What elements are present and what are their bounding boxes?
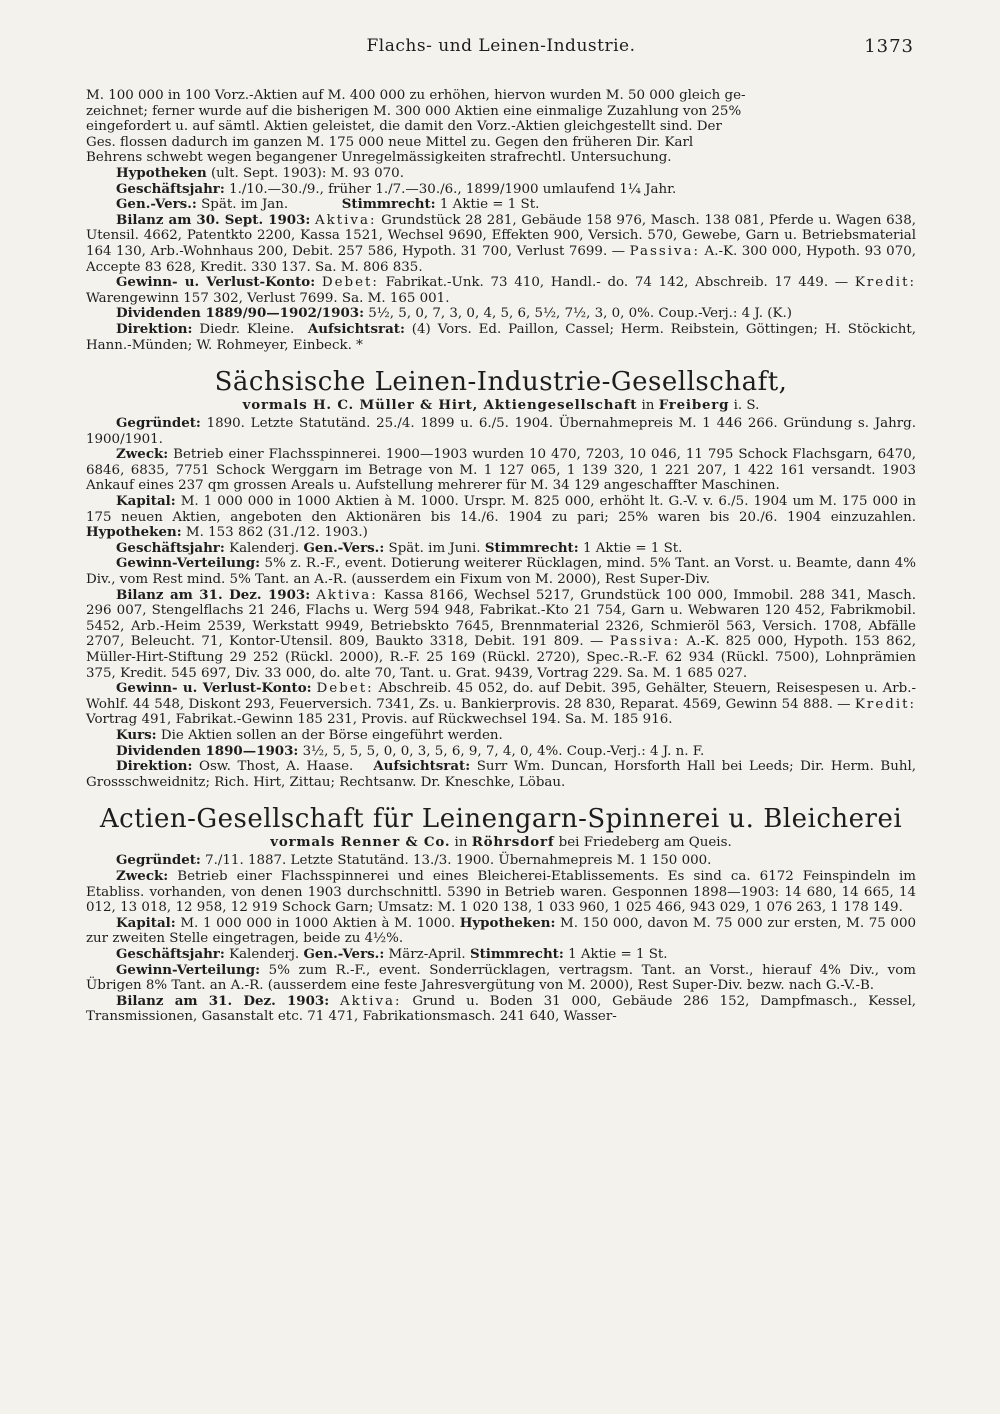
field-value: 1 Aktie = 1 St. — [578, 540, 683, 556]
field-value: Kalenderj. — [224, 540, 304, 556]
company-entry-leinengarn-spinnerei — [86, 804, 916, 1025]
previous-company-continuation — [86, 88, 916, 353]
company-city: Röhrsdorf — [471, 834, 555, 851]
geschaeftsjahr-entry — [86, 541, 916, 557]
field-label: Kurs: — [116, 726, 157, 743]
field-value: 3½, 5, 5, 5, 0, 0, 3, 5, 6, 9, 7, 4, 0, 4%. Coup.-Verj.: 4 J. n. F. — [298, 743, 705, 759]
field-label: Bilanz am 30. Sept. 1903: — [116, 211, 311, 228]
passiva-value: A.-K. 300 000, Hypoth. 93 070, Accepte 83 628, Kredit. 330 137. Sa. M. 806 835. — [86, 243, 917, 275]
field-value: Betrieb einer Flachsspinnerei und eines Bleicherei-Etablissements. Es sind ca. 6172 Feinspindeln im Etabliss. vorhanden, von denen 1903 durchschnittl. 5390 in Betrieb waren. Gesponnen 1898—1903: 14 680, 14 665, 14 012, 13 018, 12 958, 12 919 Schock Garn; Umsatz: M. 1 020 138, 1 033 960, 1 025 466, 943 029, 1 076 263, 1 178 149. — [86, 868, 916, 916]
hypotheken-entry — [86, 166, 916, 182]
field-label: Geschäftsjahr: — [116, 945, 225, 962]
field-value: 1 Aktie = 1 St. — [563, 946, 668, 962]
debet-label: Debet: — [316, 681, 374, 697]
field-value: 5% z. R.-F., event. Dotierung weiterer Rücklagen, mind. 5% Tant. an Vorst. u. Beamte, dann 4% Div., vom Rest mind. 5% Tant. an A.-R. (ausserdem ein Fixum von M. 2000), Rest Super-Div. — [86, 556, 916, 588]
debet-label: Debet: — [321, 275, 379, 291]
field-label: Bilanz am 31. Dez. 1903: — [116, 586, 311, 603]
page-number: 1373 — [864, 36, 914, 57]
field-label: Gegründet: — [116, 852, 201, 869]
kredit-value: Vortrag 491, Fabrikat.-Gewinn 185 231, Provis. auf Rückwechsel 194. Sa. M. 185 916. — [86, 712, 673, 728]
field-value: M. 150 000, davon M. 75 000 zur ersten, M. 75 000 zur zweiten Stelle eingetragen, beide zu 4½%. — [86, 915, 916, 947]
aktiva-label: Aktiva: — [340, 993, 402, 1009]
company-entry-saechsische — [86, 367, 916, 790]
field-label: Direktion: — [116, 320, 193, 337]
former-name: vormals H. C. Müller & Hirt, Aktiengesellschaft — [242, 397, 638, 414]
geschaeftsjahr-entry — [86, 947, 916, 963]
field-value: M. 153 862 (31./12. 1903.) — [181, 525, 368, 541]
field-label: Direktion: — [116, 758, 193, 775]
bilanz-entry — [86, 588, 916, 682]
text-line: M. 100 000 in 100 Vorz.-Aktien auf M. 400 000 zu erhöhen, hiervon wurden M. 50 000 gleich ge- — [86, 88, 746, 103]
page-body — [86, 88, 916, 1025]
kredit-value: Warengewinn 157 302, Verlust 7699. Sa. M. 165 001. — [86, 290, 450, 306]
field-label: Aufsichtsrat: — [307, 320, 405, 337]
field-label: Dividenden 1889/90—1902/1903: — [116, 305, 365, 322]
debet-value: Fabrikat.-Unk. 73 410, Handl.- do. 74 142, Abschreib. 17 449. — — [378, 275, 855, 291]
kurs-entry — [86, 728, 916, 744]
field-value: 1890. Letzte Statutänd. 25./4. 1899 u. 6./5. 1904. Übernahmepreis M. 1 446 266. Gründung s. Jahrg. 1900/1901. — [86, 416, 916, 447]
running-header — [88, 36, 914, 64]
field-label: Stimmrecht: — [341, 196, 436, 213]
bilanz-entry — [86, 213, 916, 275]
zweck-entry — [86, 869, 916, 916]
kredit-label: Kredit: — [854, 696, 916, 712]
field-label: Geschäftsjahr: — [116, 539, 225, 556]
page-header-title: Flachs- und Leinen-Industrie. — [366, 36, 636, 56]
text-line: zeichnet; ferner wurde auf die bisherigen M. 300 000 Aktien eine einmalige Zuzahlung von 25% — [86, 103, 742, 119]
gewinn-verlust-entry — [86, 275, 916, 306]
field-label: Stimmrecht: — [469, 945, 564, 962]
kapital-entry — [86, 916, 916, 947]
company-title: Actien-Gesellschaft für Leinengarn-Spinnerei u. Bleicherei — [99, 804, 903, 835]
subtitle-tail: i. S. — [729, 398, 760, 414]
company-city: Freiberg — [658, 397, 730, 414]
field-value: (ult. Sept. 1903): M. 93 070. — [206, 165, 404, 181]
dividenden-entry — [86, 306, 916, 322]
field-value: 1./10.—30./9., früher 1./7.—30./6., 1899/1900 umlaufend 1¼ Jahr. — [224, 181, 677, 197]
aktiva-label: Aktiva: — [316, 587, 378, 603]
company-title: Sächsische Leinen-Industrie-Gesellschaft, — [214, 367, 788, 398]
aktiva-value: Kassa 8166, Wechsel 5217, Grundstück 100 000, Immobil. 288 341, Masch. 296 007, Stengelflachs 21 246, Flachs u. Werg 594 948, Fabrikat.-Kto 21 754, Garn u. Webwaren 120 452, Fabrikmobil. 5452, Arb.-Heim 2539, Werkstatt 9949, Betriebskto 7645, Brennmaterial 2326, Schmieröl 563, Versich. 1708, Abfälle 2707, Beleucht. 71, Kontor-Utensil. 809, Baukto 3318, Debit. 191 809. — — [86, 587, 916, 650]
text-line: eingefordert u. auf sämtl. Aktien geleistet, die damit den Vorz.-Aktien gleichgestellt sind. Der — [86, 119, 722, 135]
gewinn-verteilung-entry — [86, 963, 916, 994]
kredit-label: Kredit: — [854, 275, 916, 291]
passiva-label: Passiva: — [609, 634, 681, 650]
aktiva-label: Aktiva: — [314, 212, 377, 228]
field-label: Zweck: — [116, 446, 169, 463]
field-label: Gegründet: — [116, 415, 201, 432]
field-value: 5½, 5, 0, 7, 3, 0, 4, 5, 6, 5½, 7½, 3, 0, 0%. Coup.-Verj.: 4 J. (K.) — [364, 306, 792, 322]
gegruendet-entry — [86, 853, 916, 869]
field-value: März-April. — [384, 946, 470, 962]
field-value: Osw. Thost, A. Haase. — [192, 759, 360, 775]
dividenden-entry — [86, 744, 916, 760]
field-label: Gewinn-Verteilung: — [116, 961, 261, 978]
aktiva-value: Grund u. Boden 31 000, Gebäude 286 152, Dampfmasch., Kessel, Transmissionen, Gasanstalt etc. 71 471, Fabrikationsmasch. 241 640, Wasser- — [86, 993, 916, 1025]
field-value: M. 1 000 000 in 1000 Aktien à M. 1000. — [175, 915, 460, 931]
direktion-aufsichtsrat-entry — [86, 759, 916, 790]
company-subtitle — [86, 834, 916, 851]
field-label: Hypotheken: — [459, 914, 556, 931]
field-label: Geschäftsjahr: — [116, 180, 225, 197]
subtitle-connector: in — [637, 398, 659, 414]
field-value: Kalenderj. — [224, 946, 304, 962]
company-subtitle — [86, 397, 916, 414]
geschaeftsjahr-entry — [86, 182, 916, 198]
debet-value: Abschreib. 45 052, do. auf Debit. 395, Gehälter, Steuern, Reisespesen u. Arb.-Wohlf. 44 548, Diskont 293, Feuerversich. 7341, Zs. u. Bankierprovis. 28 830, Reparat. 4569, Gewinn 54 888. — — [86, 681, 916, 712]
field-label: Aufsichtsrat: — [373, 758, 471, 775]
field-value: Betrieb einer Flachsspinnerei. 1900—1903 wurden 10 470, 7203, 10 046, 11 795 Schock Flachsgarn, 6470, 6846, 6835, 7751 Schock Werggarn im Betrage von M. 1 127 065, 1 139 320, 1 221 207, 1 422 161 versandt. 1903 Ankauf eines 237 qm grossen Areals u. Aufstellung mehrerer für M. 34 129 angeschaffter Maschinen. — [86, 447, 916, 494]
field-value: Spät. im Jan. — [196, 197, 289, 213]
field-label: Dividenden 1890—1903: — [116, 742, 299, 759]
field-label: Zweck: — [116, 867, 169, 884]
field-label: Gen.-Vers.: — [303, 945, 385, 962]
field-label: Gewinn-Verteilung: — [116, 555, 261, 572]
field-label: Stimmrecht: — [484, 539, 579, 556]
field-label: Hypotheken — [116, 164, 207, 181]
field-label: Hypotheken: — [86, 524, 182, 541]
text-line: Ges. flossen dadurch im ganzen M. 175 000 neue Mittel zu. Gegen den früheren Dir. Karl — [86, 134, 694, 150]
field-value: 1 Aktie = 1 St. — [435, 197, 540, 213]
gegruendet-entry — [86, 416, 916, 447]
field-label: Gewinn- u. Verlust-Konto: — [116, 680, 312, 697]
field-value: 5% zum R.-F., event. Sonderrücklagen, vertragsm. Tant. an Vorst., hierauf 4% Div., vom Übrigen 8% Tant. an A.-R. (ausserdem eine feste Jahresvergütung von M. 2000), Rest Super-Div. bezw. nach G.-V.-B. — [86, 962, 916, 994]
former-name: vormals Renner & Co. — [270, 834, 451, 851]
subtitle-tail: bei Friedeberg am Queis. — [554, 835, 732, 851]
genvers-stimmrecht-entry — [86, 197, 916, 213]
direktion-aufsichtsrat-entry — [86, 322, 916, 353]
bilanz-entry — [86, 994, 916, 1025]
kapital-entry — [86, 494, 916, 541]
field-value: (4) Vors. Ed. Paillon, Cassel; Herm. Reibstein, Göttingen; H. Stöckicht, Hann.-Münden; W. Rohmeyer, Einbeck. * — [86, 321, 916, 353]
field-label: Kapital: — [116, 493, 176, 510]
field-value: Surr Wm. Duncan, Horsforth Hall bei Leeds; Dir. Herm. Buhl, Grossschweidnitz; Rich. Hirt, Zittau; Rechtsanw. Dr. Kneschke, Löbau. — [86, 759, 916, 790]
field-label: Kapital: — [116, 914, 176, 931]
field-label: Bilanz am 31. Dez. 1903: — [116, 992, 330, 1009]
passiva-label: Passiva: — [629, 243, 701, 259]
subtitle-connector: in — [450, 835, 472, 851]
field-value: Die Aktien sollen an der Börse eingeführt werden. — [156, 727, 503, 743]
passiva-value: A.-K. 825 000, Hypoth. 153 862, Müller-Hirt-Stiftung 29 252 (Rückl. 2000), R.-F. 25 169 (Rückl. 2720), Spec.-R.-F. 62 934 (Rückl. 7500), Lohnprämien 375, Kredit. 545 697, Div. 33 000, do. alte 70, Tant. u. Grat. 9439, Vortrag 229. Sa. M. 1 685 027. — [86, 634, 916, 681]
field-value: 7./11. 1887. Letzte Statutänd. 13./3. 1900. Übernahmepreis M. 1 150 000. — [200, 853, 712, 869]
gewinn-verlust-entry — [86, 681, 916, 728]
field-label: Gewinn- u. Verlust-Konto: — [116, 274, 316, 291]
gewinn-verteilung-entry — [86, 556, 916, 587]
field-label: Gen.-Vers.: — [303, 539, 385, 556]
text-line: Behrens schwebt wegen begangener Unregelmässigkeiten strafrechtl. Untersuchung. — [86, 150, 672, 166]
field-value: M. 1 000 000 in 1000 Aktien à M. 1000. Urspr. M. 825 000, erhöht lt. G.-V. v. 6./5. 1904 um M. 175 000 in 175 neuen Aktien, angeboten den Aktionären bis 14./6. 1904 zu pari; 25% waren bis 20./6. 1904 einzuzahlen. — [86, 494, 916, 525]
aktiva-value: Grundstück 28 281, Gebäude 158 976, Masch. 138 081, Pferde u. Wagen 638, Utensil. 4662, Patentkto 2200, Kassa 1521, Wechsel 9690, Effekten 900, Versich. 570, Gewebe, Garn u. Betriebsmaterial 164 130, Arb.-Wohnhaus 200, Debit. 257 586, Hypoth. 31 700, Verlust 7699. — — [86, 212, 916, 259]
zweck-entry — [86, 447, 916, 494]
field-label: Gen.-Vers.: — [116, 196, 197, 213]
field-value: Diedr. Kleine. — [192, 321, 302, 337]
field-value: Spät. im Juni. — [384, 540, 485, 556]
